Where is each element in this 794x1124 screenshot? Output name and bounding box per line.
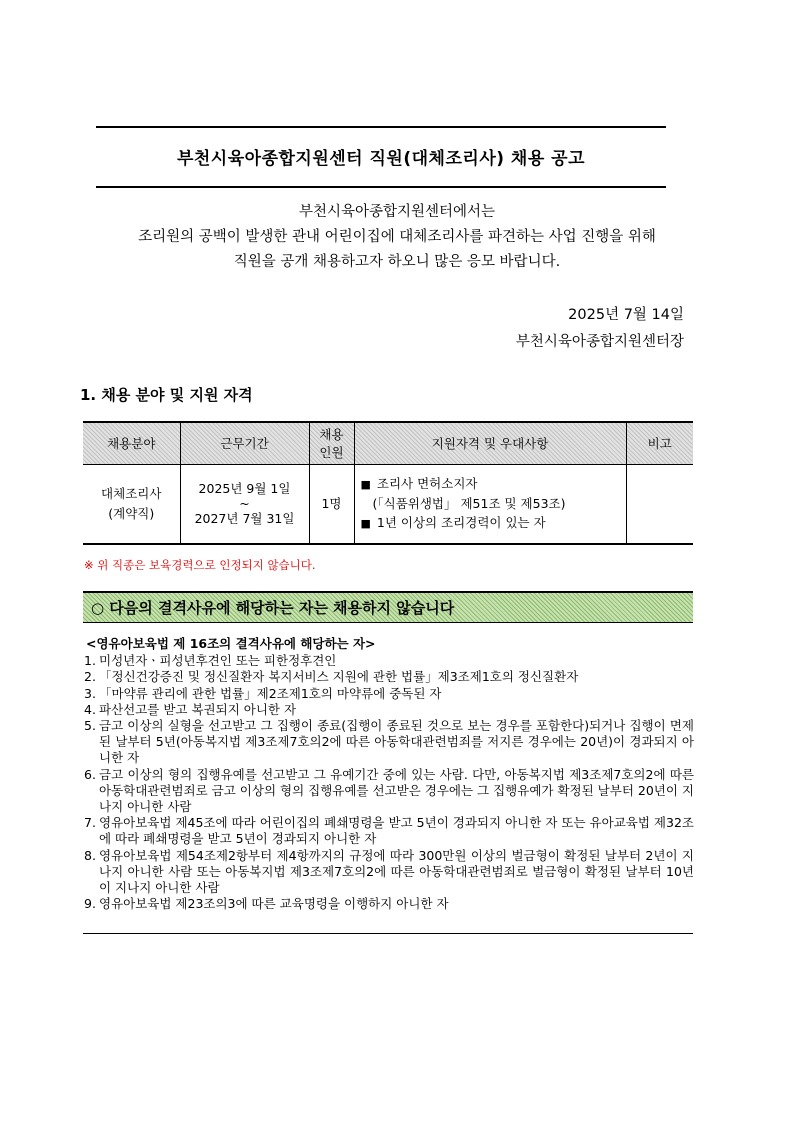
- cell-qualification: [354, 464, 626, 544]
- list-item-text: 파산선고를 받고 복권되지 아니한 자: [99, 701, 297, 717]
- list-item: [84, 702, 694, 718]
- qualification-1-text: 조리사 면허소지자: [376, 476, 478, 492]
- signer: 부천시육아종합지원센터장: [515, 334, 684, 350]
- list-item: [84, 669, 694, 685]
- list-item-text: 금고 이상의 형의 집행유예를 선고받고 그 유예기간 중에 있는 사람. 다만, 아동복지법 제3조제7호의2에 따른 아동학대관련범죄로 금고 이상의 형의 집행유예를 선고받은 경우에는 그 집행유예가 확정된 날부터 20년이 지나지 아니한 사람: [99, 766, 694, 815]
- field-type: (계약직): [108, 505, 155, 521]
- list-item-text: 영유아보육법 제45조에 따라 어린이집의 폐쇄명령을 받고 5년이 경과되지 아니한 자 또는 유아교육법 제32조에 따라 폐쇄명령을 받고 5년이 경과되지 아니한 자: [99, 815, 694, 847]
- list-item: [84, 718, 694, 767]
- disqualification-heading: <영유아보육법 제 16조의 결격사유에 해당하는 자>: [86, 636, 376, 651]
- list-item-text: 「정신건강증진 및 정신질환자 복지서비스 지원에 관한 법률」제3조제1호의 정신질환자: [99, 669, 579, 685]
- list-item-text: 영유아보육법 제23조의3에 따른 교육명령을 이행하지 아니한 자: [99, 896, 449, 912]
- list-item-text: 영유아보육법 제54조제2항부터 제4항까지의 규정에 따라 300만원 이상의 벌금형이 확정된 날부터 2년이 지나지 아니한 사람 또는 아동복지법 제3조제7호의2에 따른 아동학대관련범죄로 벌금형이 확정된 날부터 10년이 지나지 아니한 사람: [99, 847, 694, 896]
- section-2-banner: ○ 다음의 결격사유에 해당하는 자는 채용하지 않습니다: [83, 591, 693, 623]
- announcement-date: 2025년 7월 14일: [568, 307, 684, 323]
- intro-text: [60, 200, 734, 275]
- header-count-line-1: 채용: [319, 427, 344, 443]
- cell-count: 1명: [309, 464, 354, 544]
- table-row: [83, 464, 693, 544]
- header-field: 채용분야: [83, 422, 180, 464]
- intro-line-2: 조리원의 공백이 발생한 관내 어린이집에 대체조리사를 파견하는 사업 진행을 위해: [138, 229, 656, 245]
- list-item-text: 미성년자ㆍ피성년후견인 또는 피한정후견인: [99, 653, 337, 669]
- list-item-number: 9.: [84, 896, 96, 912]
- header-count: [309, 422, 354, 464]
- list-item-number: 3.: [84, 685, 96, 701]
- title-bottom-rule: [96, 186, 666, 188]
- intro-line-3: 직원을 공개 채용하고자 하오니 많은 응모 바랍니다.: [233, 254, 561, 270]
- field-name: 대체조리사: [101, 485, 162, 501]
- qualification-2-text: 1년 이상의 조리경력이 있는 자: [376, 515, 546, 531]
- header-count-line-2: 인원: [319, 445, 344, 461]
- disqualification-items: [84, 653, 694, 912]
- list-item: [84, 686, 694, 702]
- bullet-square-icon: ■: [360, 478, 371, 492]
- list-item-number: 2.: [84, 669, 96, 685]
- list-item-number: 1.: [84, 653, 96, 669]
- disqualification-list: [84, 636, 694, 912]
- list-item: [84, 815, 694, 847]
- qualification-1-sub: (「식품위생법」 제51조 및 제53조): [372, 496, 566, 512]
- page-title: 부천시육아종합지원센터 직원(대체조리사) 채용 공고: [176, 149, 586, 169]
- list-item-text: 금고 이상의 실형을 선고받고 그 집행이 종료(집행이 종료된 것으로 보는 경우를 포함한다)되거나 집행이 면제된 날부터 5년(아동복지법 제3조제7호의2에 따른 아동학대관련범죄를 저지른 경우에는 20년)이 경과되지 아니한 자: [99, 718, 694, 766]
- cell-field: [83, 464, 180, 544]
- intro-line-1: 부천시육아종합지원센터에서는: [298, 204, 496, 220]
- list-item-text: 「마약류 관리에 관한 법률」제2조제1호의 마약류에 중독된 자: [99, 685, 442, 701]
- section-1-title: 1. 채용 분야 및 지원 자격: [80, 386, 253, 404]
- recruitment-table: [83, 421, 693, 545]
- list-item: [84, 848, 694, 897]
- list-item-number: 4.: [84, 701, 96, 717]
- qualification-1: [361, 474, 625, 494]
- header-qualification: 지원자격 및 우대사항: [354, 422, 626, 464]
- header-period: 근무기간: [180, 422, 309, 464]
- qualification-2: [361, 513, 625, 533]
- list-item: [84, 767, 694, 816]
- bullet-square-icon: ■: [360, 517, 371, 531]
- period-start: 2025년 9월 1일: [198, 480, 291, 496]
- period-separator: ~: [239, 495, 250, 511]
- header-note: 비고: [626, 422, 693, 464]
- period-end: 2027년 7월 31일: [194, 510, 295, 526]
- cell-period: [180, 464, 309, 544]
- list-item: [84, 896, 694, 912]
- list-item-number: 8.: [84, 847, 96, 863]
- list-item-number: 5.: [84, 718, 96, 734]
- list-item-number: 7.: [84, 815, 96, 831]
- list-item-number: 6.: [84, 766, 96, 782]
- table-header-row: [83, 422, 693, 464]
- table-note: ※ 위 직종은 보육경력으로 인정되지 않습니다.: [84, 558, 316, 572]
- title-top-rule: [96, 126, 666, 128]
- list-item: [84, 653, 694, 669]
- cell-note: [626, 464, 693, 544]
- bottom-rule: [83, 933, 693, 934]
